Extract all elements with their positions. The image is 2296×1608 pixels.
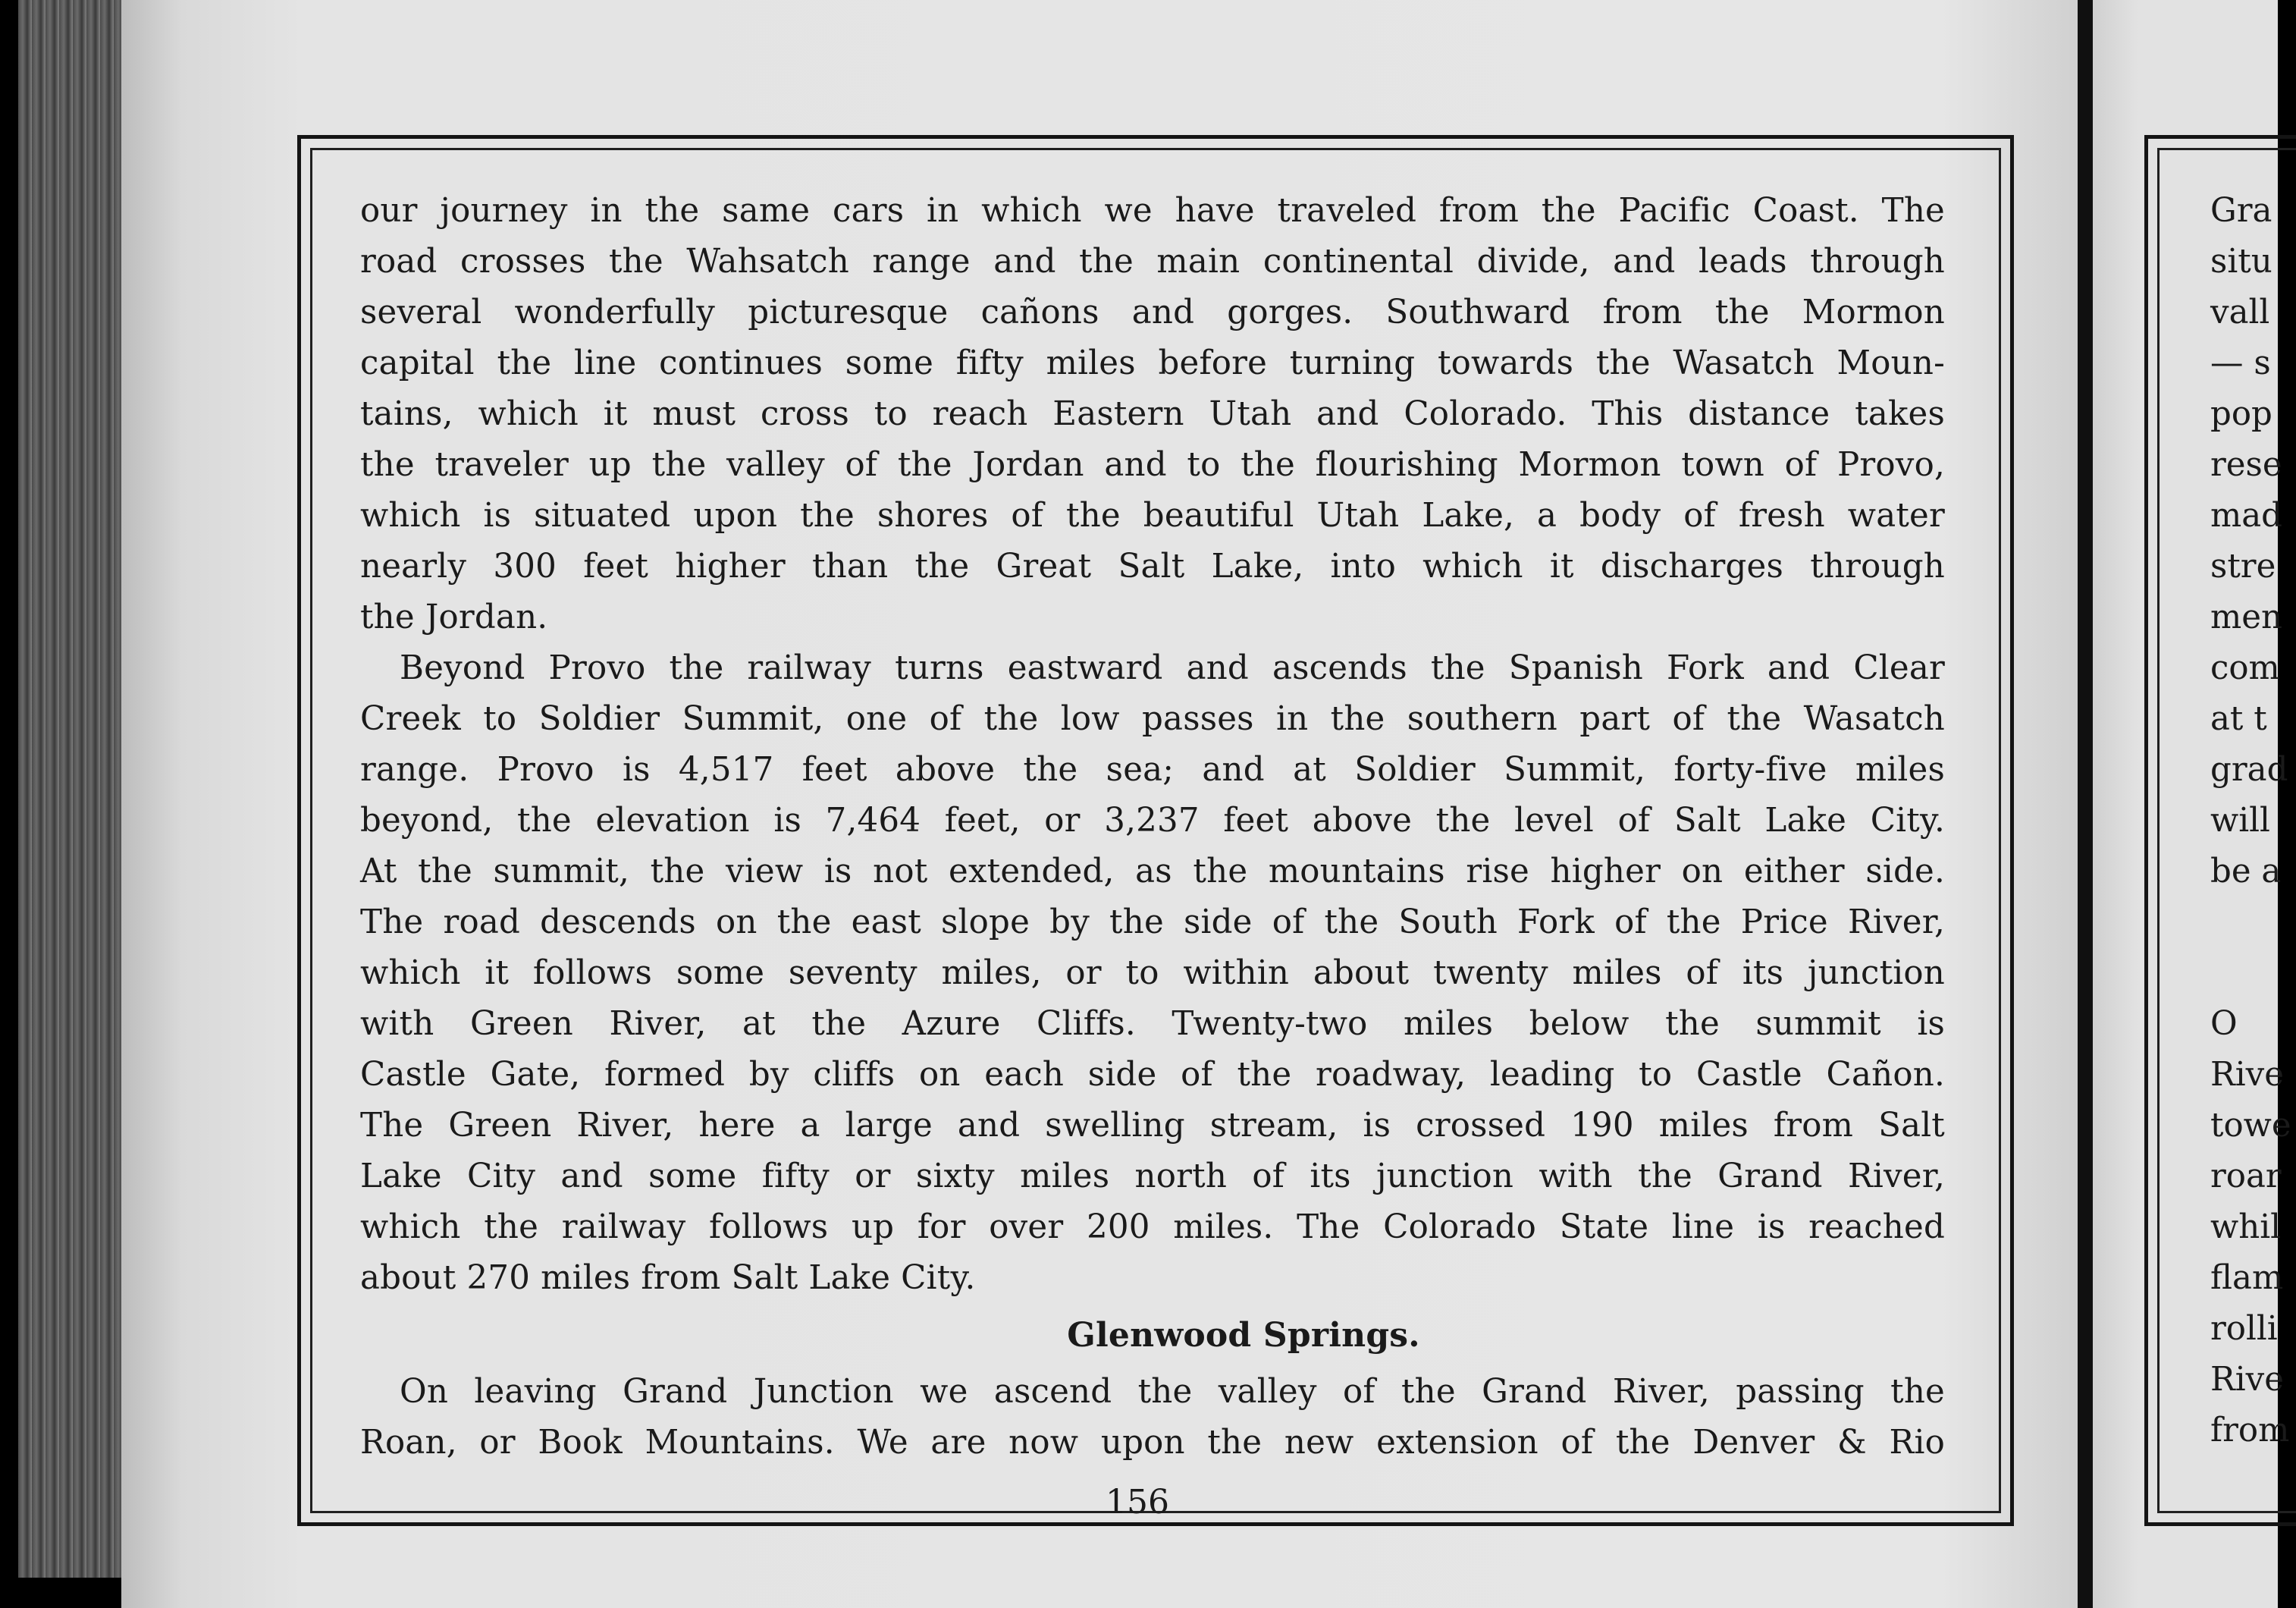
text-line: Lake City and some fifty or sixty miles north of its junction with the Grand River, (360, 1157, 1945, 1195)
facing-text-fragment: whil (2210, 1208, 2282, 1246)
facing-text-fragment: Rive (2210, 1056, 2284, 1094)
facing-text-fragment: be a (2210, 853, 2282, 890)
text-line: the traveler up the valley of the Jordan and to the flourishing Mormon town of Provo, (360, 446, 1945, 484)
text-line: several wonderfully picturesque cañons and gorges. Southward from the Mormon (360, 294, 1945, 331)
page-text (360, 186, 1945, 1468)
page-edge-stack (18, 0, 132, 1578)
text-line: The road descends on the east slope by the side of the South Fork of the Price River, (360, 903, 1945, 941)
facing-text-fragment: Rive (2210, 1361, 2284, 1399)
facing-text-fragment: will (2210, 802, 2270, 840)
text-line: Roan, or Book Mountains. We are now upon the new extension of the Denver & Rio (360, 1424, 1945, 1462)
facing-text-fragment: Gra (2210, 192, 2272, 230)
facing-text-fragment: towe (2210, 1107, 2291, 1145)
facing-text-fragment: men (2210, 598, 2283, 636)
facing-page-text (2210, 186, 2291, 1456)
page-number: 156 (1106, 1483, 1169, 1522)
facing-text-fragment: rolli (2210, 1310, 2278, 1348)
text-line: Castle Gate, formed by cliffs on each side of the roadway, leading to Castle Cañon. (360, 1056, 1945, 1094)
facing-text-fragment: situ (2210, 243, 2272, 281)
facing-text-fragment: O (2210, 1005, 2238, 1043)
text-line: which it follows some seventy miles, or to within about twenty miles of its junction (360, 954, 1945, 992)
facing-text-fragment: roar (2210, 1157, 2282, 1195)
facing-text-fragment: mad (2210, 497, 2283, 535)
text-line: road crosses the Wahsatch range and the main continental divide, and leads through (360, 243, 1945, 281)
text-line: with Green River, at the Azure Cliffs. Twenty-two miles below the summit is (360, 1005, 1945, 1043)
facing-text-fragment: flam (2210, 1259, 2284, 1297)
text-line: the Jordan. (360, 598, 548, 636)
text-line: At the summit, the view is not extended, as the mountains rise higher on either side. (360, 853, 1945, 890)
facing-text-fragment: grad (2210, 751, 2288, 789)
text-line: Beyond Provo the railway turns eastward and ascends the Spanish Fork and Clear (400, 649, 1945, 687)
facing-text-fragment: at t (2210, 700, 2267, 738)
facing-text-fragment: com (2210, 649, 2280, 687)
facing-text-fragment: — s (2210, 344, 2271, 382)
text-line: about 270 miles from Salt Lake City. (360, 1259, 976, 1297)
book-gutter (2078, 0, 2093, 1608)
text-line: capital the line continues some fifty miles before turning towards the Wasatch Moun- (360, 344, 1945, 382)
text-line: On leaving Grand Junction we ascend the valley of the Grand River, passing the (400, 1373, 1945, 1411)
facing-text-fragment (2210, 897, 2278, 948)
text-line: our journey in the same cars in which we have traveled from the Pacific Coast. The (360, 192, 1945, 230)
text-line: The Green River, here a large and swelling stream, is crossed 190 miles from Salt (360, 1107, 1945, 1145)
text-line: which the railway follows up for over 200 miles. The Colorado State line is reached (360, 1208, 1945, 1246)
facing-text-fragment: pop (2210, 395, 2272, 433)
text-line: range. Provo is 4,517 feet above the sea; and at Soldier Summit, forty-five miles (360, 751, 1945, 789)
section-heading: Glenwood Springs. (1067, 1316, 1420, 1355)
text-line: Creek to Soldier Summit, one of the low passes in the southern part of the Wasatch (360, 700, 1945, 738)
text-line: nearly 300 feet higher than the Great Salt Lake, into which it discharges through (360, 548, 1945, 586)
text-line: which is situated upon the shores of the beautiful Utah Lake, a body of fresh water (360, 497, 1945, 535)
facing-text-fragment (2210, 948, 2278, 999)
facing-text-fragment: stre (2210, 548, 2276, 586)
facing-text-fragment: from (2210, 1412, 2290, 1449)
text-line: tains, which it must cross to reach Eastern Utah and Colorado. This distance takes (360, 395, 1945, 433)
facing-text-fragment: vall (2210, 294, 2270, 331)
text-line: beyond, the elevation is 7,464 feet, or 3,237 feet above the level of Salt Lake City. (360, 802, 1945, 840)
facing-text-fragment: rese (2210, 446, 2282, 484)
